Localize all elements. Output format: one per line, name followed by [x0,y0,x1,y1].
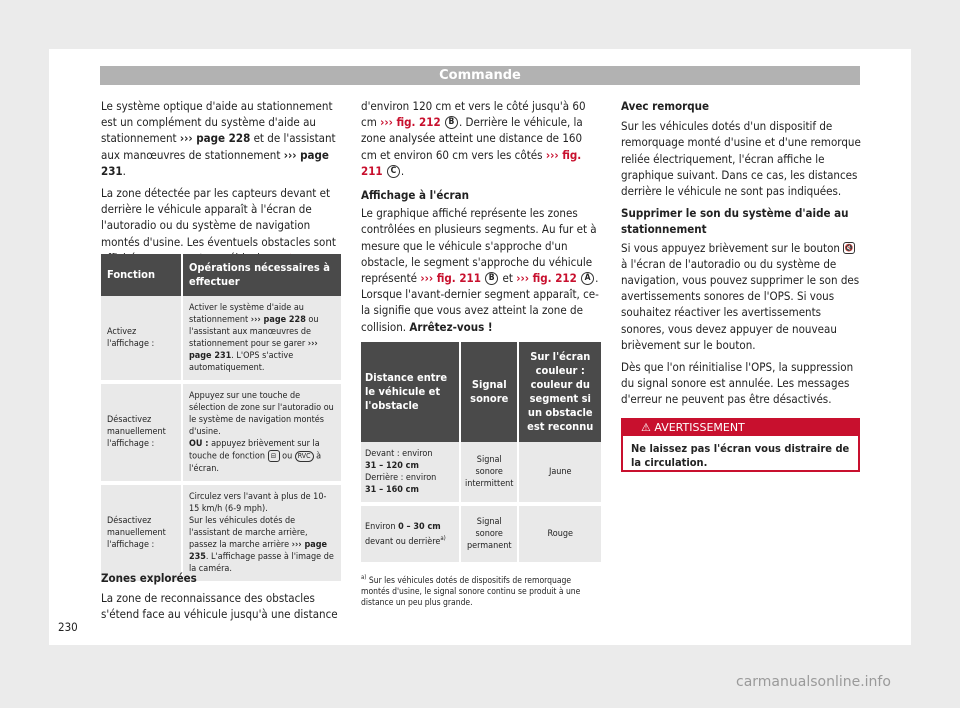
section-heading: Avec remorque [621,99,710,113]
table-header-row [101,254,341,296]
display-paragraph: Le graphique affiché représente les zones contrôlées en plusieurs segments. Au fur et à mesure que le véhicule s'approche d'un obstacle, le segment s'approche du véhicule représenté ››› fig. 211 B et ››› fig. 212 A . Lorsque l'avant-dernier segment apparaît, ce-la signifie que vous avez atteint la zone de collision. Arrêtez-vous ! [361,206,599,334]
table-cell: Désactivez manuellement l'affichage : [101,485,183,585]
table-cell: Signal sonore intermittent [461,442,519,506]
table-cell: Signal sonore permanent [461,506,519,566]
zones-paragraph: La zone de reconnaissance des obstacles s'étend face au véhicule jusqu'à une distance [101,591,338,622]
table-cell: Devant : environ 31 – 120 cm Derrière : environ 31 – 160 cm [361,442,461,506]
operations-table [101,254,341,585]
mute-button-icon[interactable]: 🔇 [844,244,854,253]
table-header: Signal sonore [461,342,519,442]
column-1 [101,98,341,272]
page-ref-link[interactable]: ››› page 228 [179,131,251,146]
figure-ref-link[interactable]: ››› fig. 211 [420,271,481,286]
figure-ref-link[interactable]: ››› fig. 211 [361,147,582,178]
table-row [361,506,601,566]
page-number: 230 [58,620,78,634]
figure-ref-link[interactable]: ››› fig. 212 [516,271,577,286]
callout-c-icon: C [387,165,400,178]
table-cell: Circulez vers l'avant à plus de 10-15 km/h (6-9 mph). Sur les véhicules dotés de l'assistant de marche arrière, passez la marche arrière ››› page 235. L'affichage passe à l'image de la caméra. [183,485,341,585]
table-cell: Environ 0 – 30 cm devant ou derrière$^{a)}$ [361,506,461,566]
table-header: Fonction [101,254,183,296]
table-cell: Activez l'affichage : [101,296,183,384]
table-cell: Désactivez manuellement l'affichage : [101,384,183,485]
warning-text: Ne laissez pas l'écran vous distraire de la circulation. [631,442,850,469]
figure-ref-link[interactable]: ››› fig. 212 [380,115,441,130]
section-heading: Affichage à l'écran [361,188,469,203]
table-header: Sur l'écran couleur : couleur du segment si un obstacle est reconnu [519,342,601,442]
column-3 [621,98,861,414]
table-row [101,384,341,485]
parking-aid-button-icon[interactable]: ⊟ [268,450,280,462]
table-header-row [361,342,601,442]
section-header: Commande [100,66,860,85]
warning-icon: ⚠ [641,421,651,434]
page-ref-link[interactable]: ››› page 231 [189,339,318,361]
footnote: $^{a)}$ Sur les véhicules dotés de dispositifs de remorquage montés d'usine, le signal sonore continu se produit à une distance un peu plus grande. [361,574,581,608]
warning-box [621,418,860,472]
watermark: carmanualsonline.info [736,674,891,690]
section-heading: Supprimer le son du système d'aide au stationnement [621,206,849,237]
table-cell: Activer le système d'aide au stationnement ››› page 228 ou l'assistant aux manœuvres de stationnement pour se garer ››› page 231. L'OPS s'active automatiquement. [183,296,341,384]
table-row [361,442,601,506]
callout-a-icon: A [581,272,594,285]
callout-b-icon: B [485,272,498,285]
rvc-button[interactable]: RVC [295,451,314,462]
zones-continued-paragraph: d'environ 120 cm et vers le côté jusqu'à 60 cm ››› fig. 212 B . Derrière le véhicule, la zone analysée atteint une distance de 160 cm et environ 60 cm vers les côtés ››› fig. 211 C . [361,99,586,178]
table-header: Opérations nécessaires à effectuer [183,254,341,296]
column-2 [361,98,601,341]
intro-paragraph: Le système optique d'aide au stationnement est un complément du système d'aide au stationnement ››› page 228 et de l'assistant aux manœuvres de stationnement ››› page 231. [101,99,336,178]
callout-b-icon: B [445,116,458,129]
zones-section [101,570,341,629]
table-header: Distance entre le véhicule et l'obstacle [361,342,461,442]
page-ref-link[interactable]: ››› page 235 [189,539,327,562]
warning-header: ⚠ AVERTISSEMENT [623,420,858,436]
table-row [101,296,341,384]
section-heading: Zones explorées [101,571,197,585]
reset-paragraph: Dès que l'on réinitialise l'OPS, la suppression du signal sonore est annulée. Les messages d'erreur ne peuvent pas être désactivés. [621,360,854,407]
page-ref-link[interactable]: ››› page 228 [250,315,306,325]
table-cell: Appuyez sur une touche de sélection de zone sur l'autoradio ou le système de navigation montés d'usine. OU : appuyez brièvement sur la touche de fonction ⊟ ou RVC à l'écran. [183,384,341,485]
trailer-paragraph: Sur les véhicules dotés d'un dispositif de remorquage monté d'usine et d'une remorque reliée électriquement, l'écran affiche le graphique suivant. Dans ce cas, les distances derrière le véhicule ne sont pas indiquées. [621,119,861,199]
zone-paragraph: La zone détectée par les capteurs devant et derrière le véhicule apparaît à l'écran de l'autoradio ou du système de navigation montés d'usine. Les éventuels obstacles sont [101,185,341,266]
distance-table [361,342,601,566]
mute-paragraph: Si vous appuyez brièvement sur le bouton 🔇 à l'écran de l'autoradio ou du système de navigation, vous pouvez supprimer le son des avertissements sonores de l'OPS. Si vous souhaitez réactiver les avertissements sonores, vous devez appuyer de nouveau brièvement sur le bouton. [621,240,860,352]
table-cell: Jaune [519,442,601,506]
page-ref-link[interactable]: ››› page 231 [101,147,329,178]
table-cell: Rouge [519,506,601,566]
